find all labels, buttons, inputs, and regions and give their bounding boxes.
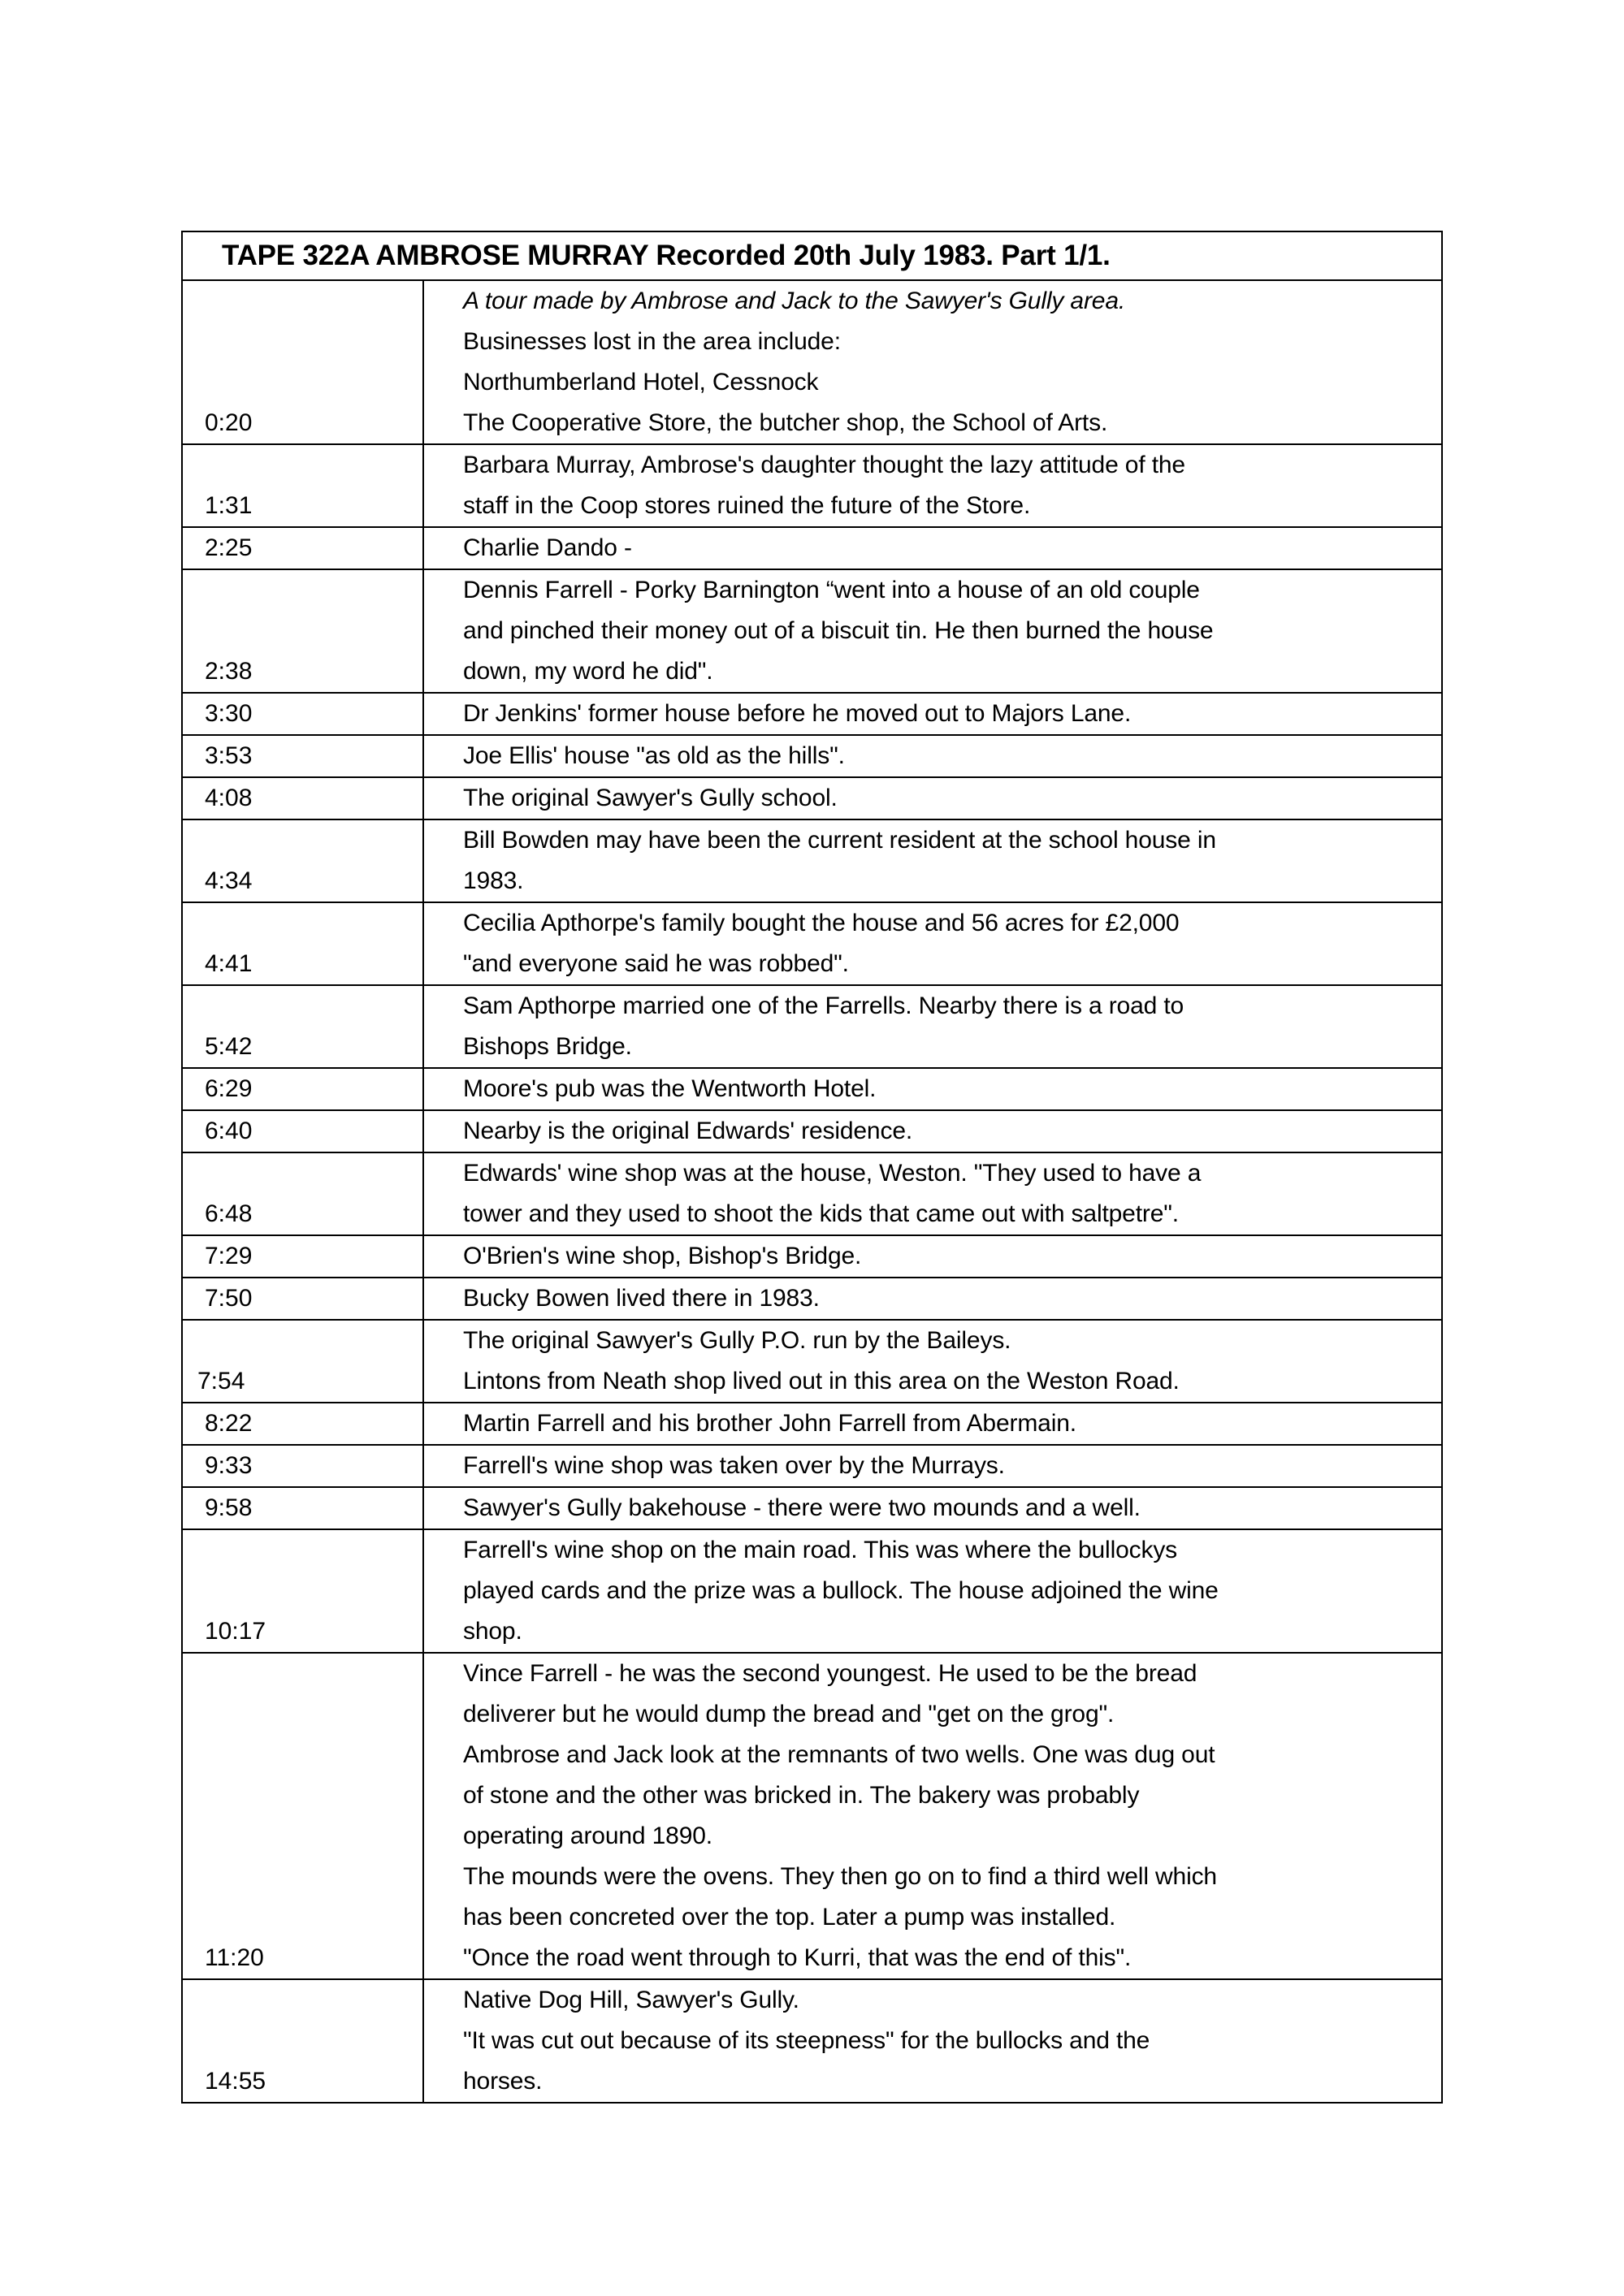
description-cell xyxy=(423,1403,1442,1445)
description xyxy=(424,736,1441,776)
timestamp: 14:55 xyxy=(205,2068,266,2095)
description-line: "Once the road went through to Kurri, that was the end of this". xyxy=(463,1944,1132,1971)
timestamp-cell xyxy=(182,777,423,819)
table-row xyxy=(182,777,1442,819)
description-line: The original Sawyer's Gully P.O. run by the Baileys. xyxy=(463,1327,1011,1354)
description-line: Sawyer's Gully bakehouse - there were two mounds and a well. xyxy=(463,1494,1141,1521)
description-line: Charlie Dando - xyxy=(463,534,632,561)
description-line: The mounds were the ovens. They then go on to find a third well which xyxy=(463,1863,1217,1890)
description-cell xyxy=(423,280,1442,444)
timestamp-cell xyxy=(182,819,423,902)
description-line: of stone and the other was bricked in. The bakery was probably xyxy=(463,1782,1140,1809)
title-row xyxy=(182,231,1442,280)
description xyxy=(424,903,1441,984)
description xyxy=(424,1654,1441,1978)
title-cell xyxy=(182,231,1442,280)
description-line: Martin Farrell and his brother John Farrell from Abermain. xyxy=(463,1410,1076,1437)
timestamp-cell xyxy=(182,280,423,444)
description-cell xyxy=(423,1529,1442,1653)
description-line: Native Dog Hill, Sawyer's Gully. xyxy=(463,1987,799,2013)
description-line: and pinched their money out of a biscuit tin. He then burned the house xyxy=(463,617,1214,644)
description xyxy=(424,1321,1441,1402)
description-cell xyxy=(423,444,1442,527)
description-line: Sam Apthorpe married one of the Farrells. Nearby there is a road to xyxy=(463,992,1184,1019)
timestamp: 7:54 xyxy=(197,1368,245,1394)
description-line: staff in the Coop stores ruined the future of the Store. xyxy=(463,492,1031,519)
description-line: The Cooperative Store, the butcher shop, the School of Arts. xyxy=(463,409,1108,436)
description-line: operating around 1890. xyxy=(463,1823,712,1849)
description-line: Lintons from Neath shop lived out in this area on the Weston Road. xyxy=(463,1368,1180,1394)
timestamp-cell xyxy=(182,1110,423,1152)
table-row xyxy=(182,1110,1442,1152)
description xyxy=(424,1488,1441,1529)
table-row xyxy=(182,693,1442,735)
description-line: O'Brien's wine shop, Bishop's Bridge. xyxy=(463,1243,862,1269)
description-cell xyxy=(423,527,1442,569)
timestamp: 7:50 xyxy=(205,1285,253,1312)
timestamp: 4:41 xyxy=(205,950,253,977)
timestamp: 1:31 xyxy=(205,492,253,519)
description-line: Northumberland Hotel, Cessnock xyxy=(463,369,819,396)
description-line: Vince Farrell - he was the second youngest. He used to be the bread xyxy=(463,1660,1197,1687)
timestamp-cell xyxy=(182,569,423,693)
description-line: Moore's pub was the Wentworth Hotel. xyxy=(463,1075,877,1102)
description xyxy=(424,1069,1441,1109)
table-row xyxy=(182,1320,1442,1403)
description xyxy=(424,778,1441,819)
description-line: Ambrose and Jack look at the remnants of two wells. One was dug out xyxy=(463,1741,1215,1768)
timestamp: 4:08 xyxy=(205,785,253,811)
description xyxy=(424,570,1441,692)
timestamp-cell xyxy=(182,1529,423,1653)
description-line: 1983. xyxy=(463,867,524,894)
description-cell xyxy=(423,735,1442,777)
timestamp: 5:42 xyxy=(205,1033,253,1060)
table-row xyxy=(182,985,1442,1068)
description-line: tower and they used to shoot the kids that came out with saltpetre". xyxy=(463,1200,1179,1227)
description-line: Bucky Bowen lived there in 1983. xyxy=(463,1285,820,1312)
description-line: Nearby is the original Edwards' residence. xyxy=(463,1118,913,1144)
table-row xyxy=(182,1403,1442,1445)
description xyxy=(424,694,1441,734)
table-row xyxy=(182,1278,1442,1320)
description-cell xyxy=(423,1278,1442,1320)
table-row xyxy=(182,1487,1442,1529)
description-line: horses. xyxy=(463,2068,543,2095)
description-line: Edwards' wine shop was at the house, Weston. "They used to have a xyxy=(463,1160,1202,1187)
description-cell xyxy=(423,1110,1442,1152)
table-row xyxy=(182,819,1442,902)
table-row xyxy=(182,1152,1442,1235)
timestamp: 7:29 xyxy=(205,1243,253,1269)
description-line: Dennis Farrell - Porky Barnington “went into a house of an old couple xyxy=(463,577,1200,603)
description-cell xyxy=(423,1152,1442,1235)
description-line: Farrell's wine shop on the main road. This was where the bullockys xyxy=(463,1537,1178,1563)
description-line: "It was cut out because of its steepness" for the bullocks and the xyxy=(463,2027,1150,2054)
timestamp-cell xyxy=(182,1235,423,1278)
description xyxy=(424,1236,1441,1277)
timestamp: 4:34 xyxy=(205,867,253,894)
description xyxy=(424,1530,1441,1652)
table-row xyxy=(182,1235,1442,1278)
description-line: Farrell's wine shop was taken over by the Murrays. xyxy=(463,1452,1005,1479)
description xyxy=(424,1446,1441,1486)
timestamp-cell xyxy=(182,444,423,527)
description-line: played cards and the prize was a bullock. The house adjoined the wine xyxy=(463,1577,1219,1604)
description xyxy=(424,445,1441,526)
timestamp-cell xyxy=(182,1320,423,1403)
timestamp: 2:25 xyxy=(205,534,253,561)
description-cell xyxy=(423,693,1442,735)
table-row xyxy=(182,1529,1442,1653)
table-row xyxy=(182,735,1442,777)
description-line: Joe Ellis' house "as old as the hills". xyxy=(463,742,845,769)
description-cell xyxy=(423,1235,1442,1278)
description xyxy=(424,1111,1441,1152)
timestamp-cell xyxy=(182,985,423,1068)
description-line: Dr Jenkins' former house before he moved out to Majors Lane. xyxy=(463,700,1132,727)
timestamp-cell xyxy=(182,1403,423,1445)
table-row xyxy=(182,527,1442,569)
table-row xyxy=(182,1445,1442,1487)
timestamp-cell xyxy=(182,1653,423,1979)
timestamp: 6:48 xyxy=(205,1200,253,1227)
description xyxy=(424,1153,1441,1234)
description-cell xyxy=(423,1445,1442,1487)
timestamp: 10:17 xyxy=(205,1618,266,1645)
timestamp: 2:38 xyxy=(205,658,253,685)
table-row xyxy=(182,902,1442,985)
description xyxy=(424,528,1441,569)
timestamp: 0:20 xyxy=(205,409,253,436)
timestamp-cell xyxy=(182,902,423,985)
description-line: Bill Bowden may have been the current resident at the school house in xyxy=(463,827,1216,854)
description-line: deliverer but he would dump the bread and "get on the grog". xyxy=(463,1701,1115,1727)
timestamp: 9:33 xyxy=(205,1452,253,1479)
description-cell xyxy=(423,1487,1442,1529)
description-line: has been concreted over the top. Later a pump was installed. xyxy=(463,1904,1116,1931)
timestamp-cell xyxy=(182,1278,423,1320)
tape-log-table xyxy=(181,231,1443,2104)
description-cell xyxy=(423,1068,1442,1110)
timestamp: 9:58 xyxy=(205,1494,253,1521)
table-row xyxy=(182,444,1442,527)
description-cell xyxy=(423,819,1442,902)
table-row xyxy=(182,1068,1442,1110)
timestamp: 11:20 xyxy=(205,1944,264,1971)
description-line: The original Sawyer's Gully school. xyxy=(463,785,838,811)
table-row xyxy=(182,569,1442,693)
timestamp-cell xyxy=(182,1445,423,1487)
description-cell xyxy=(423,985,1442,1068)
description-cell xyxy=(423,1320,1442,1403)
timestamp: 3:30 xyxy=(205,700,253,727)
description-line: Businesses lost in the area include: xyxy=(463,328,841,355)
table-row xyxy=(182,1979,1442,2103)
table-row xyxy=(182,1653,1442,1979)
description-cell xyxy=(423,777,1442,819)
timestamp-cell xyxy=(182,1068,423,1110)
description-cell xyxy=(423,902,1442,985)
document-title: TAPE 322A AMBROSE MURRAY Recorded 20th July 1983. Part 1/1. xyxy=(222,240,1111,271)
timestamp-cell xyxy=(182,1487,423,1529)
description xyxy=(424,1403,1441,1444)
timestamp: 6:29 xyxy=(205,1075,253,1102)
description xyxy=(424,1278,1441,1319)
description xyxy=(424,281,1441,443)
description-line: Barbara Murray, Ambrose's daughter thought the lazy attitude of the xyxy=(463,452,1185,478)
description-cell xyxy=(423,1653,1442,1979)
table-row xyxy=(182,280,1442,444)
timestamp-cell xyxy=(182,1979,423,2103)
timestamp: 8:22 xyxy=(205,1410,253,1437)
timestamp: 3:53 xyxy=(205,742,253,769)
timestamp: 6:40 xyxy=(205,1118,253,1144)
description-line: shop. xyxy=(463,1618,522,1645)
description-line: down, my word he did". xyxy=(463,658,713,685)
timestamp-cell xyxy=(182,735,423,777)
description-cell xyxy=(423,569,1442,693)
description xyxy=(424,1980,1441,2102)
description-line: Bishops Bridge. xyxy=(463,1033,632,1060)
description xyxy=(424,820,1441,902)
description-line: Cecilia Apthorpe's family bought the house and 56 acres for £2,000 xyxy=(463,910,1180,936)
timestamp-cell xyxy=(182,693,423,735)
description-line: "and everyone said he was robbed". xyxy=(463,950,849,977)
description-cell xyxy=(423,1979,1442,2103)
description-line: A tour made by Ambrose and Jack to the Sawyer's Gully area. xyxy=(463,288,1126,314)
timestamp-cell xyxy=(182,527,423,569)
timestamp-cell xyxy=(182,1152,423,1235)
description xyxy=(424,986,1441,1067)
